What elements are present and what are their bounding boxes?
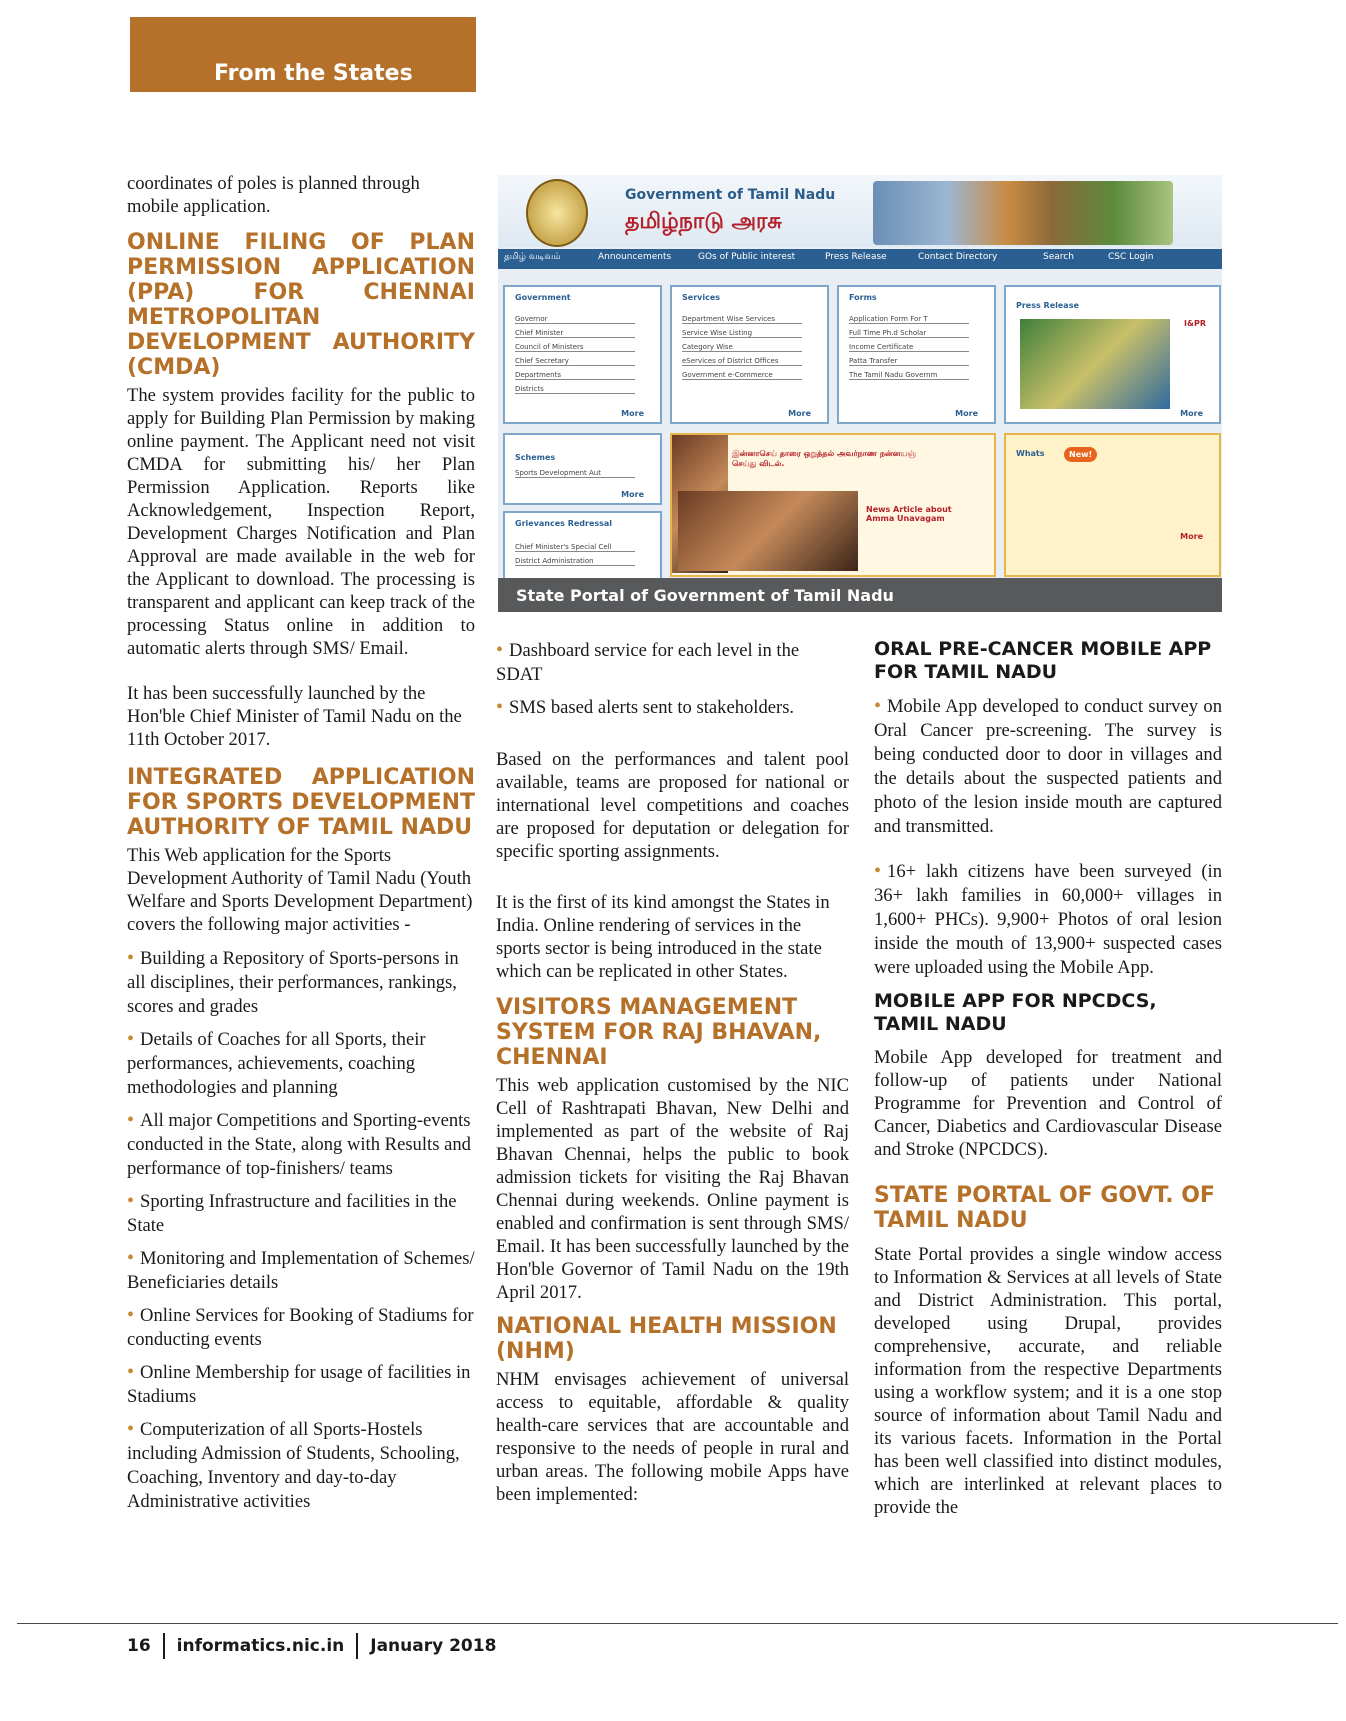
- heading-vms: VISITORS MANAGEMENT SYSTEM FOR RAJ BHAVAN, CHENNAI: [496, 995, 822, 1070]
- forms-box: [837, 285, 996, 424]
- whats-new-box: [1004, 433, 1221, 577]
- press-photo: [1020, 319, 1170, 409]
- paragraph: This web application customised by the NIC Cell of Rashtrapati Bhavan, New Delhi and implemented as part of the website of Raj Bhavan Chennai, helps the public to book admission tickets for visiting the Raj Bhavan Chennai during weekends. Online payment is enabled and confirmation is sent through SMS/ Email. It has been successfully launched by the Hon'ble Governor of Tamil Nadu on the 19th April 2017.: [496, 1075, 849, 1303]
- box-link[interactable]: District Administration: [515, 557, 635, 566]
- box-link[interactable]: Council of Ministers: [515, 343, 635, 352]
- emblem-icon: [526, 179, 588, 247]
- paragraph: This Web application for the Sports Development Authority of Tamil Nadu (Youth Welfare and Sports Development Department) covers the following major activities -: [127, 845, 473, 935]
- box-link[interactable]: Service Wise Listing: [682, 329, 802, 338]
- bullet-item: • All major Competitions and Sporting-events conducted in the State, along with Results and performance of top-finishers/ teams: [127, 1109, 471, 1179]
- portal-header: [498, 175, 1222, 247]
- heading-nhm: NATIONAL HEALTH MISSION (NHM): [496, 1314, 837, 1364]
- box-link[interactable]: Chief Minister: [515, 329, 635, 338]
- figure-caption: [498, 578, 1222, 612]
- schemes-box: [503, 433, 662, 505]
- box-link[interactable]: Government e-Commerce: [682, 371, 802, 380]
- portal-title-ta: தமிழ்நாடு அரசு: [625, 209, 782, 234]
- paragraph: It is the first of its kind amongst the States in India. Online rendering of services in the sports sector is being introduced in the state which can be replicated in other States.: [496, 892, 830, 982]
- paragraph: It has been successfully launched by the Hon'ble Chief Minister of Tamil Nadu on the 11th October 2017.: [127, 683, 462, 750]
- news-photo: [678, 491, 858, 571]
- section-header: [130, 17, 476, 92]
- nav-item[interactable]: GOs of Public interest: [698, 252, 796, 262]
- box-link[interactable]: Governor: [515, 315, 635, 324]
- heading-cmda: ONLINE FILING OF PLAN PERMISSION APPLICATION (PPA) FOR CHENNAI METROPOLITAN DEVELOPMENT AUTHORITY (CMDA): [127, 230, 475, 380]
- box-title: Forms: [849, 293, 877, 302]
- grievances-box: [503, 511, 662, 578]
- footer: [127, 1633, 496, 1659]
- box-link[interactable]: Districts: [515, 385, 635, 394]
- bullet-item: • Mobile App developed to conduct survey on Oral Cancer pre-screening. The survey is being conducted door to door in villages and the details about the suspected patients and photo of the lesion inside mouth are captured and transmitted.: [874, 695, 1222, 837]
- bullet-item: • Details of Coaches for all Sports, their performances, achievements, coaching methodologies and planning: [127, 1028, 426, 1098]
- nav-item[interactable]: Contact Directory: [918, 252, 998, 262]
- banner-box: [670, 433, 996, 577]
- more-link[interactable]: More: [621, 490, 644, 499]
- box-title: Services: [682, 293, 721, 302]
- nav-item[interactable]: CSC Login: [1108, 252, 1154, 262]
- bullet-item: • Sporting Infrastructure and facilities in the State: [127, 1190, 457, 1236]
- nav-item[interactable]: Press Release: [825, 252, 887, 262]
- box-link[interactable]: Chief Secretary: [515, 357, 635, 366]
- column-2: [496, 638, 849, 1528]
- heading-oral: ORAL PRE-CANCER MOBILE APP FOR TAMIL NADU: [874, 638, 1212, 683]
- paragraph: coordinates of poles is planned through mobile application.: [127, 173, 420, 217]
- bullet-item: • Computerization of all Sports-Hostels including Admission of Students, Schooling, Coaching, Inventory and day-to-day Administrative activities: [127, 1418, 460, 1512]
- box-title: Schemes: [515, 453, 556, 462]
- banner-image: [873, 181, 1173, 245]
- bullet-item: • Online Membership for usage of facilities in Stadiums: [127, 1361, 471, 1407]
- footer-date: January 2018: [370, 1636, 497, 1656]
- bullet-item: • SMS based alerts sent to stakeholders.: [496, 696, 795, 718]
- nav-item[interactable]: Search: [1043, 252, 1074, 262]
- press-release-box: [1004, 285, 1221, 424]
- box-title: Government: [515, 293, 571, 302]
- box-title: Grievances Redressal: [515, 519, 613, 528]
- column-3: [874, 638, 1222, 1541]
- more-link[interactable]: More: [621, 409, 644, 418]
- box-title: Whats: [1016, 449, 1045, 458]
- more-link[interactable]: More: [788, 409, 811, 418]
- bullet-item: • 16+ lakh citizens have been surveyed (in 36+ lakh families in 60,000+ villages in 1,600+ PHCs). 9,900+ Photos of oral lesion inside the mouth of 13,900+ suspected cases were uploaded using the Mobile App.: [874, 860, 1222, 978]
- section-title: From the States: [214, 61, 413, 86]
- box-link[interactable]: Application Form For T: [849, 315, 969, 324]
- caption-text: State Portal of Government of Tamil Nadu: [516, 586, 894, 605]
- bullet-item: • Dashboard service for each level in the SDAT: [496, 639, 800, 685]
- services-box: [670, 285, 829, 424]
- paragraph: NHM envisages achievement of universal access to equitable, affordable & quality health-care services that are accountable and responsive to the needs of people in rural and urban areas. The following mobile Apps have been implemented:: [496, 1369, 849, 1505]
- banner-text: இன்னாசெய் தாரை ஒறுத்தல் அவர்நாண நன்னயஞ் செய்து விடல்.: [732, 449, 916, 468]
- heading-sports: INTEGRATED APPLICATION FOR SPORTS DEVELOPMENT AUTHORITY OF TAMIL NADU: [127, 765, 475, 840]
- paragraph: The system provides facility for the public to apply for Building Plan Permission by making online payment. The Applicant need not visit CMDA for submitting his/ her Plan Permission Application. Reports like Acknowledgement, Inspection Report, Development Charges Notification and Plan Approval are made available in the web for the Applicant to download. The processing is transparent and applicant can keep track of the processing Status online in addition to automatic alerts through SMS/ Email.: [127, 385, 475, 659]
- box-link[interactable]: Full Time Ph.d Scholar: [849, 329, 969, 338]
- box-link[interactable]: Category Wise: [682, 343, 802, 352]
- heading-npcdcs: MOBILE APP FOR NPCDCS, TAMIL NADU: [874, 990, 1157, 1035]
- page-number: 16: [127, 1636, 151, 1656]
- box-link[interactable]: Income Certificate: [849, 343, 969, 352]
- ipr-badge: I&PR: [1184, 319, 1206, 328]
- more-link[interactable]: More: [1180, 532, 1203, 541]
- new-badge: New!: [1064, 447, 1097, 462]
- footer-rule: [17, 1623, 1338, 1624]
- bullet-item: • Online Services for Booking of Stadiums for conducting events: [127, 1304, 474, 1350]
- portal-title-en: Government of Tamil Nadu: [625, 187, 836, 203]
- news-link[interactable]: News Article about Amma Unavagam: [866, 505, 952, 523]
- portal-nav: [498, 249, 1222, 269]
- paragraph: Based on the performances and talent pool available, teams are proposed for national or international level competitions and coaches are proposed for deputation or delegation for specific sporting assignments.: [496, 749, 849, 862]
- footer-site: informatics.nic.in: [176, 1636, 345, 1656]
- box-link[interactable]: Department Wise Services: [682, 315, 802, 324]
- bullet-item: • Building a Repository of Sports-persons in all disciplines, their performances, rankings, scores and grades: [127, 947, 459, 1017]
- box-link[interactable]: The Tamil Nadu Governm: [849, 371, 969, 380]
- box-link[interactable]: Sports Development Aut: [515, 469, 635, 478]
- box-link[interactable]: Departments: [515, 371, 635, 380]
- more-link[interactable]: More: [1180, 409, 1203, 418]
- nav-item[interactable]: Announcements: [598, 252, 672, 262]
- government-box: [503, 285, 662, 424]
- box-title: Press Release: [1016, 301, 1079, 310]
- more-link[interactable]: More: [955, 409, 978, 418]
- heading-portal: STATE PORTAL OF GOVT. OF TAMIL NADU: [874, 1183, 1215, 1233]
- column-1: [127, 172, 475, 1522]
- portal-figure: [498, 175, 1222, 612]
- portal-screenshot: [498, 175, 1222, 578]
- paragraph: Mobile App developed for treatment and follow-up of patients under National Programme for Prevention and Control of Cancer, Diabetics and Cardiovascular Disease and Stroke (NPCDCS).: [874, 1047, 1222, 1160]
- paragraph: State Portal provides a single window access to Information & Services at all levels of State and District Administration. This portal, developed using Drupal, provides comprehensive, accurate, and reliable information from the respective Departments using a workflow system; and it is a one stop source of information about Tamil Nadu and its various facets. Information in the Portal has been well classified into distinct modules, which are interlinked at relevant places to provide the: [874, 1244, 1222, 1518]
- box-link[interactable]: Chief Minister's Special Cell: [515, 543, 635, 552]
- bullet-item: • Monitoring and Implementation of Schemes/ Beneficiaries details: [127, 1247, 475, 1293]
- box-link[interactable]: eServices of District Offices: [682, 357, 802, 366]
- box-link[interactable]: Patta Transfer: [849, 357, 969, 366]
- nav-item[interactable]: தமிழ் வடிவம்: [504, 252, 561, 262]
